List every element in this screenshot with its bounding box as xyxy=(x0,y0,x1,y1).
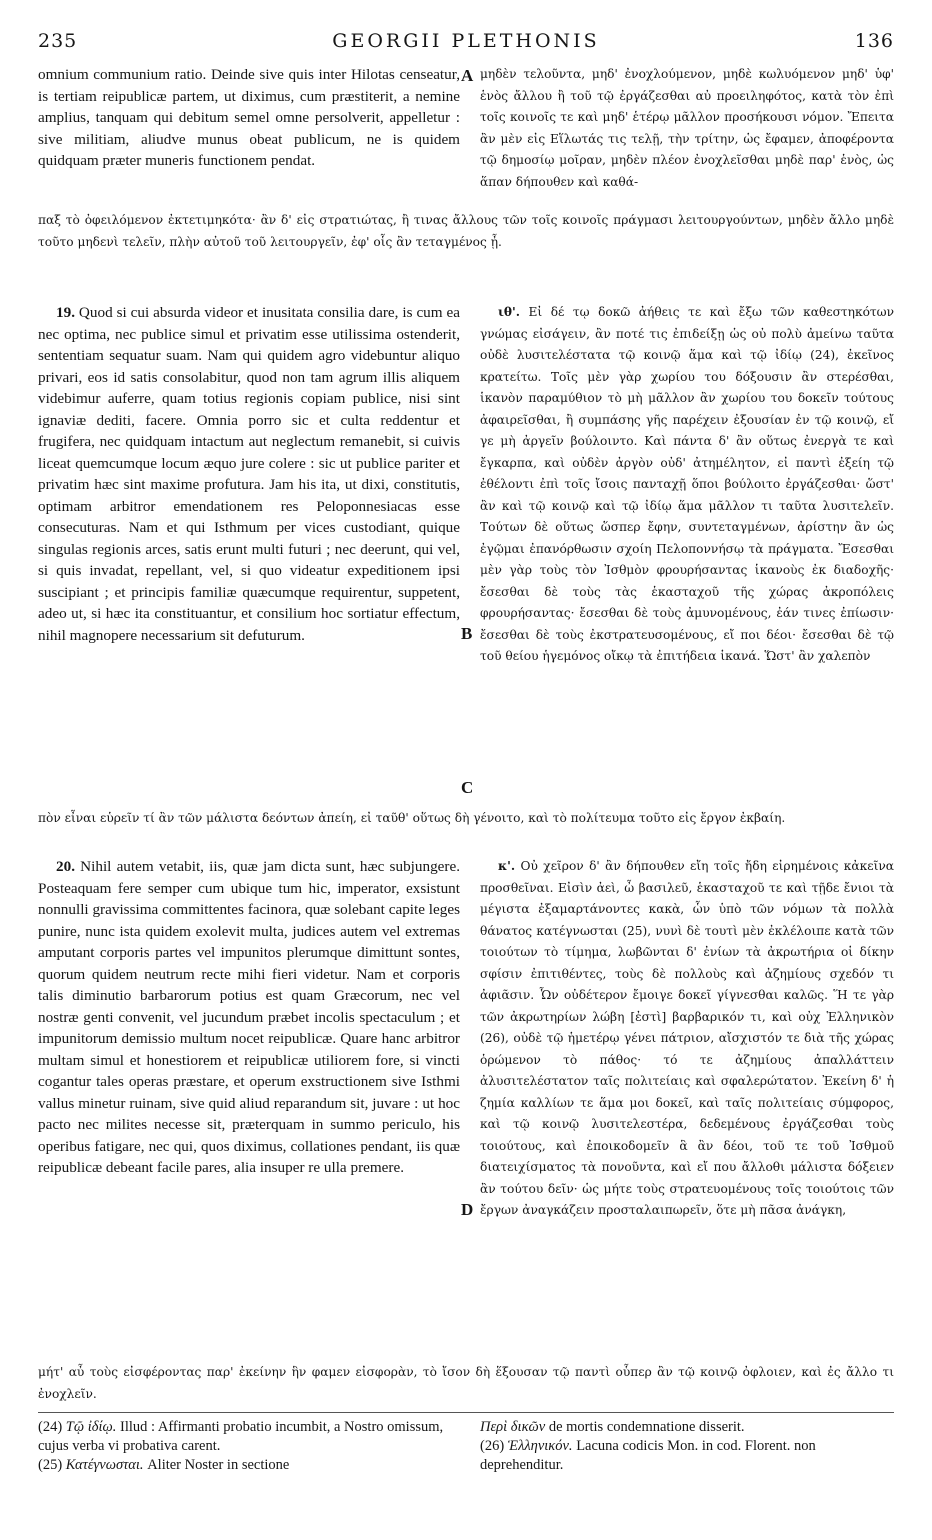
greek-paragraph: πὸν εἶναι εὑρεῖν τί ἂν τῶν μάλιστα δεόντων ἀπείη, εἰ ταῦθ' οὕτως δὴ γένοιτο, καὶ τὸ πολίτευμα τοῦτο εἰς ἔργον ἐκβαίη. xyxy=(38,811,786,825)
footnote-label: (26) xyxy=(480,1438,505,1454)
full-width-greek-2 xyxy=(38,808,894,852)
footnote-text: Illud : Affirmanti probatio incumbit, a Nostro omissum, cujus verba vi probativa carent. xyxy=(38,1419,444,1454)
section-text: Εἰ δέ τῳ δοκῶ ἀήθεις τε καὶ ἔξω τῶν καθεστηκότων γνώμας εἰσάγειν, ἂν ποτέ τις ἐπιδείξῃ ὡς οὐ πολὺ ἀμείνω ταῦτα οὐδὲ λυσιτελέστατα τῷ κοινῷ ἅμα καὶ τῷ ἰδίῳ (24), ἐκεῖνος κρατείτω. Τοῖς μὲν γὰρ χωρίου του δόξουσιν ἂν στερέσθαι, ἱκανὸν παραμύθιον τὸ μὴ μᾶλλον ἂν χωρίου του δοκεῖν τούτους ἀφαιρεῖσθαι, ἢ συμπάσης γῆς παρέχειν ἐξουσίαν ἐν τῷ κοινῷ, εἴ γε μὴ ἀργεῖν βούλοιντο. Καὶ πάντα δ' ἂν οὕτως ἐνεργὰ τε καὶ ἔγκαρπα, καὶ οὐδὲν ἀργὸν οὐδ' ἀτημέλητον, εἰ παντὶ ἐξείη τῷ ἐθέλοντι ἐπὶ τοῖς ἴσοις πανταχῇ ὅποι βούλοιτο ἐργάζεσθαι· ὥστ' ἂν καὶ τῷ κοινῷ καὶ τῷ ἰδίῳ ἅμα μᾶλλον τι ταῦτα λυσιτελεῖν. Τούτων δὲ οὕτως ὥσπερ ἔφην, συντεταγμένων, ἀρίστην ἂν ὡς ἐγῷμαι ἐπανόρθωσιν σχοίη Πελοποννήσῳ τὰ πράγματα. Ἔσεσθαι μὲν γὰρ τοὺς τὸν Ἰσθμὸν φρουρήσαντας ἱκανοὺς ἐκ διαδοχῆς· ἔσεσθαι δὲ τοὺς τὰς ἑκασταχοῦ τῆς χώρας ἀκροπόλεις φρουρήσαντας· ἔσεσθαι δὲ τοὺς ἀμυνομένους, ἐάν τινες ἐπίωσιν· ἔσεσθαι δὲ τοὺς ἐκστρατευσομένους, εἴ ποι δέοι· ἔσεσθαι δὲ τῷ τοῦ θείου ἡγεμόνος οἴκῳ τὰ ἐπιτήδεια ἱκανά. Ὥστ' ἂν χαλεπὸν xyxy=(480,305,894,663)
greek-column-2 xyxy=(480,302,894,808)
section-text: Quod si cui absurda videor et inusitata consilia dare, is cum ea nec optima, nec publice simul et privatim esse utilissima ostenderit, sententiam sequatur suam. Nam qui quidem agro videbuntur aliquo privari, eos id satis consolabitur, quod non tam agrum illis aliquem videbimur auferre, quam totius regionis copiam publice, nisi sint ignaviæ dediti, facere. Omnia porro sic et culta reddentur et frugifera, nec quidquam intactum aut neglectum remanebit, si cuivis liceat quemcumque locum æquo jure colere : sic ut publice pariter et privatim hæc sint maxime profutura. Jam his ita, ut dixi, constitutis, optimam arbitror emendationem res Peloponnesiacas esse consecuturas. Nam et qui Isthmum per vices custodiant, quique singulas regionis arces, satis erunt multi futuri ; nec deerunt, qui vel, si quis invadat, repellant, vel, si quo videatur expeditionem ipsi suscipiant ; et principis familiæ quæcumque requirentur, suppetent, adeo ut, si hæc ita constituantur, et consilium hoc sortiatur effectum, nihil magnopere necessarium sit defuturum. xyxy=(38,304,460,644)
latin-paragraph xyxy=(38,302,460,646)
section-number: κ'. xyxy=(498,859,516,873)
footnotes xyxy=(38,1418,894,1488)
footnote-lemma: Περὶ δικῶν xyxy=(480,1419,546,1435)
footnotes-right xyxy=(480,1418,894,1475)
section-text: Nihil autem vetabit, iis, quæ jam dicta sunt, hæc subjungere. Posteaquam fere semper cum ubique tum hic, imperator, exsistunt nonnulli gravissima committentes facinora, quæ solebant capite leges punire, nunc ista quidem exolevit multa, judices autem vel extremas amputant corporis partes vel impunitos plerumque dimittunt sontes, quorum quidem neutrum recte mihi fieri videtur. Nam et corporis talis diminutio barbarorum potius est quam Græcorum, nec vel nostræ genti convenit, vel jucundum præbet incolis spectaculum ; et impunitorum demissio multum nocet reipublicæ. Quare hanc arbitror multam simul et honestiorem et reipublicæ utiliorem fore, si vincti cogantur tales operas præstare, et operum exstructionem sive Isthmi vallus minetur ruinam, sive quid aliud reparandum sit, juvare : ut hoc pacto nec milites necesse sit, præterquam in summo periculo, his operibus fatigare, nec qui, quos diximus, collationes pendant, iis quæ reipublicæ debeant facile pares, alia insuper re ulla premere. xyxy=(38,858,460,1176)
footnotes-left xyxy=(38,1418,460,1475)
margin-letter-c: C xyxy=(461,778,474,797)
footnote-lemma: Ἑλληνικόν. xyxy=(507,1438,573,1454)
greek-paragraph xyxy=(480,856,894,1222)
greek-column-1 xyxy=(480,64,894,210)
margin-letter-a: A xyxy=(461,66,474,85)
latin-paragraph xyxy=(38,856,460,1179)
footnote-lemma: Κατέγνωσται. xyxy=(65,1457,144,1473)
latin-column-2 xyxy=(38,302,460,808)
footnote-text: de mortis condemnatione disserit. xyxy=(548,1419,745,1435)
greek-paragraph: μήτ' αὖ τοὺς εἰσφέροντας παρ' ἐκείνην ἣν φαμεν εἰσφορὰν, τὸ ἴσον δὴ ἕξουσαν τῷ παντὶ οὗπερ ἂν τῷ κοινῷ ὀφλοιεν, καὶ ἐς ἄλλο τι ἐνοχλεῖν. xyxy=(38,1365,894,1401)
page-number-left: 235 xyxy=(38,30,78,52)
footnote-24 xyxy=(38,1418,460,1456)
greek-paragraph xyxy=(480,302,894,668)
running-header xyxy=(38,30,894,60)
footnote-26 xyxy=(480,1437,894,1475)
footnote-25 xyxy=(38,1456,460,1475)
footnote-label: (24) xyxy=(38,1419,63,1435)
latin-paragraph: omnium communium ratio. Deinde sive quis inter Hilotas censeatur, is tertiam reipublicæ partem, ut diximus, cum præstiterit, a nemine amplius, tanquam qui debitum semel omne persolverit, appelletur : sive militiam, aliudve munus obeat publicum, ne is quidem quidquam præter muneris functionem pendat. xyxy=(38,66,460,169)
footnote-rule xyxy=(38,1412,894,1413)
margin-letter-b: B xyxy=(461,624,473,643)
latin-column-1 xyxy=(38,64,460,210)
section-number: ιθ'. xyxy=(498,305,521,319)
footnote-lemma: Τῷ ἰδίῳ. xyxy=(65,1419,117,1435)
footnote-text: Lacuna codicis Mon. in cod. Florent. non deprehenditur. xyxy=(480,1438,816,1473)
footnote-label: (25) xyxy=(38,1457,63,1473)
full-width-greek-1 xyxy=(38,210,894,298)
margin-letter-d: D xyxy=(461,1200,474,1219)
greek-paragraph: μηδὲν τελοῦντα, μηδ' ἐνοχλούμενον, μηδὲ κωλυόμενον μηδ' ὑφ' ἑνὸς ἄλλου ἢ τοῦ τῷ ἐργάζεσθαι αὐ προειληφότος, κατὰ τὸν ἐπὶ τοῖς κοινοῖς τε καὶ μηδ' ἑτέρῳ μᾶλλον προσήκουσι νόμον. Ἔπειτα ἂν μὲν εἰς Εἵλωτάς τις τελῇ, τὴν τρίτην, ὡς ἔφαμεν, ἀποφέροντα τῷ δημοσίῳ μοῖραν, μηδὲν πλέον ἐνοχλεῖσθαι μηδὲ παρ' ἑνὸς, ὡς ἅπαν δήπουθεν καὶ καθά- xyxy=(480,67,894,189)
full-width-greek-3 xyxy=(38,1362,894,1406)
section-number: 20. xyxy=(56,858,75,875)
block-3 xyxy=(38,856,894,1360)
greek-column-3 xyxy=(480,856,894,1360)
greek-paragraph: παξ τὸ ὀφειλόμενον ἐκτετιμηκότα· ἂν δ' εἰς στρατιώτας, ἢ τινας ἄλλους τῶν τοῖς κοινοῖς πράγμασι λειτουργούντων, μηδὲν ἄλλο μηδὲ τοῦτο μηδενὶ τελεῖν, πλὴν αὐτοῦ τοῦ λειτουργεῖν, ἐφ' οἷς ἂν τεταγμένος ᾖ. xyxy=(38,213,894,249)
footnote-25-continued xyxy=(480,1418,894,1437)
page-number-right: 136 xyxy=(854,30,894,52)
section-text: Οὐ χεῖρον δ' ἂν δήπουθεν εἴη τοῖς ἤδη εἰρημένοις κἀκεῖνα προσθεῖναι. Εἰσὶν ἀεὶ, ὦ βασιλεῦ, ἑκασταχοῦ τε καὶ τῇδε ἔνιοι τὰ μέγιστα ἐξαμαρτάνοντες κακὰ, ὧν ὑπὸ τῶν νόμων τὰ πολλὰ θάνατος κατέγνωσται (25), νυνὶ δὲ τουτὶ μὲν ἐκλέλοιπε κατὰ τῶν τοιούτων τὸ τίμημα, λωβῶνται δ' ἐνίων τὰ ἀκρωτήρια οἱ δίκην σφίσιν ἐπιτιθέντες, τοὺς δὲ πολλοὺς καὶ ἀζημίους σχεδόν τι ἀφιᾶσιν. Ὧν οὐδέτερον ἔμοιγε δοκεῖ γίγνεσθαι καλῶς. Ἥ τε γὰρ τῶν ἀκρωτηρίων λώβη [ἐστὶ] βαρβαρικόν τι, καὶ οὐχ Ἑλληνικὸν (26), οὐδὲ τῷ ἡμετέρῳ γένει πάτριον, αἴσχιστόν τε διὰ τῆς χώρας ὁρώμενον τὸ πάθος· τό τε ἀζημίους ἀπαλλάττειν ἀλυσιτελέστατον ταῖς πολιτείαις καὶ σφαλερώτατον. Ἐκείνη δ' ἡ ζημία καλλίων τε ἅμα μοι δοκεῖ, καὶ ταῖς πολιτείαις σύμφορος, καὶ τῷ κοινῷ λυσιτελεστέρα, δεδεμένους ἐργάζεσθαι τοὺς τοιούτους, καὶ ἐποικοδομεῖν ἃ ἂν δέοι, τοῦ τε τοῦ Ἰσθμοῦ διατειχίσματος τὰ πονοῦντα, καὶ εἴ που ἄλλοθι μάλιστα δόξειεν ἂν τούτου δεῖν· ὡς μήτε τοὺς στρατευομένους τοῖς τοιούτοις τῶν ἔργων ἀναγκάζειν προσταλαιπωρεῖν, ὅτε μὴ πᾶσα ἀνάγκη, xyxy=(480,859,894,1217)
section-number: 19. xyxy=(56,304,75,321)
latin-column-3 xyxy=(38,856,460,1360)
block-2 xyxy=(38,302,894,808)
footnote-text: Aliter Noster in sectione xyxy=(147,1457,290,1473)
running-title: GEORGII PLETHONIS xyxy=(332,30,600,52)
